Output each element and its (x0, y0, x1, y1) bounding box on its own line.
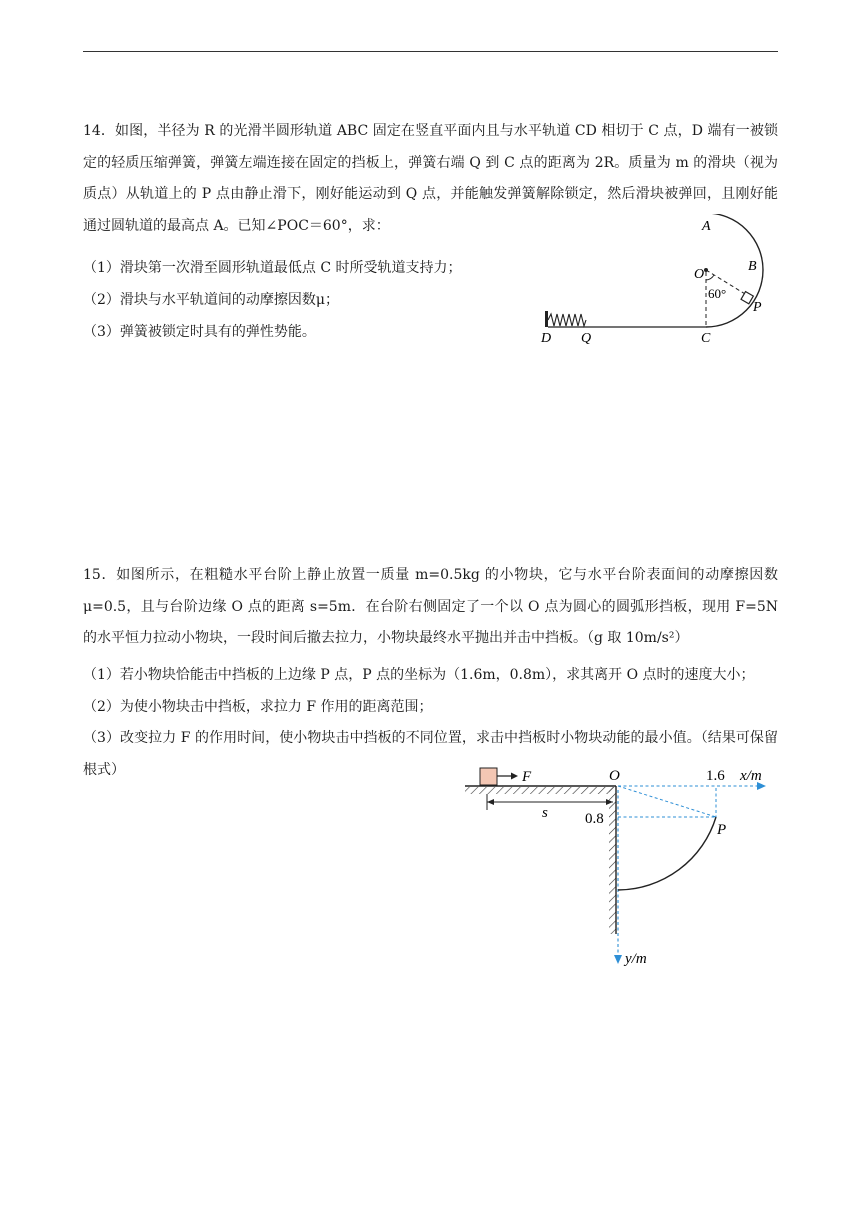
small-block (480, 768, 497, 785)
label-a: A (702, 219, 711, 234)
step-hatch (465, 787, 615, 794)
label-s: s (542, 805, 548, 821)
angle-arc (706, 275, 714, 280)
q14-sub2: （2）滑块与水平轨道间的动摩擦因数μ； (83, 292, 340, 308)
force-arrowhead (511, 773, 518, 780)
y-axis-label: y/m (625, 951, 647, 967)
label-q: Q (581, 331, 592, 346)
label-p: P (717, 822, 727, 838)
q14-figure (530, 214, 780, 349)
y-axis-arrow (614, 955, 622, 964)
wall-hatch (609, 787, 616, 934)
q15-sub1: （1）若小物块恰能击中挡板的上边缘 P 点，P 点的坐标为（1.6m，0.8m），求其离开 O 点时的速度大小； (83, 667, 755, 683)
x-tick-label: 1.6 (706, 768, 725, 784)
label-f: F (522, 769, 532, 785)
q14-sub1: （1）滑块第一次滑至圆形轨道最低点 C 时所受轨道支持力； (83, 260, 462, 276)
label-o: O (609, 768, 620, 784)
q14-sub3: （3）弹簧被锁定时具有的弹性势能。 (83, 324, 316, 340)
angle-label: 60° (708, 286, 727, 301)
q15-sub2: （2）为使小物块击中挡板，求拉力 F 作用的距离范围； (83, 699, 433, 715)
center-dot (704, 268, 708, 272)
slider-block (741, 292, 753, 304)
label-b: B (748, 259, 757, 274)
label-c: C (701, 331, 711, 346)
op-radius (618, 786, 716, 817)
q14-stem: 14．如图，半径为 R 的光滑半圆形轨道 ABC 固定在竖直平面内且与水平轨道 CD 相切于 C 点，D 端有一被锁定的轻质压缩弹簧，弹簧左端连接在固定的挡板上，弹簧右端 Q 到 C 点的距离为 2R。质量为 m 的滑块（视为质点）从轨道上的 P 点由静止滑下，刚好能运动到 Q 点，并能触发弹簧解除锁定，然后滑块被弹回，且刚好能通过圆轨道的最高点 A。已知∠POC＝60°，求： (83, 123, 778, 234)
header-rule (83, 51, 778, 52)
x-axis-label: x/m (740, 768, 762, 784)
arc-baffle (618, 817, 716, 890)
label-o: O (694, 267, 705, 282)
y-tick-label: 0.8 (585, 811, 604, 827)
q15-stem: 15．如图所示，在粗糙水平台阶上静止放置一质量 m=0.5kg 的小物块，它与水平台阶表面间的动摩擦因数 μ=0.5，且与台阶边缘 O 点的距离 s=5m．在台阶右侧固定了一个以 O 点为圆心的圆弧形挡板，现用 F=5N 的水平恒力拉动小物块，一段时间后撤去拉力，小物块最终水平抛出并击中挡板。（g 取 10m/s²） (83, 567, 778, 646)
q15-figure (462, 760, 782, 970)
s-dim-arrow-left (487, 799, 494, 805)
spring (548, 314, 586, 326)
label-p: P (753, 300, 762, 315)
label-d: D (541, 331, 552, 346)
stopper-plate (545, 311, 548, 327)
q15-sub3: （3）改变拉力 F 的作用时间，使小物块击中挡板的不同位置，求击中挡板时小物块动能的最小值。（结果可保留根式） (83, 730, 778, 778)
